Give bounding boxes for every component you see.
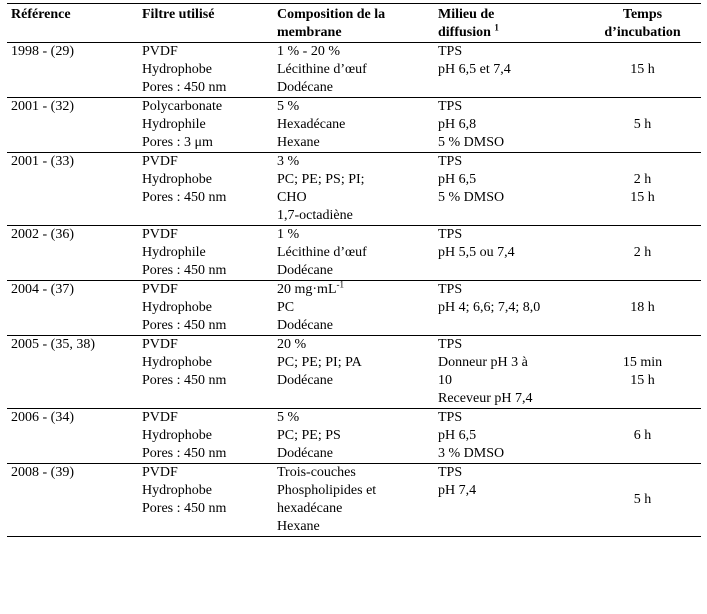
- composition-line: PC; PE; PI; PA: [277, 355, 362, 370]
- filter-line: PVDF: [142, 410, 178, 425]
- table-row: [7, 281, 701, 336]
- reference-line: 2006 - (34): [11, 410, 74, 425]
- filter-line: Pores : 450 nm: [142, 373, 227, 388]
- reference-cell: [7, 43, 138, 98]
- filter-line: Hydrophile: [142, 117, 206, 132]
- filter-cell: [138, 98, 273, 153]
- filter-line: Pores : 450 nm: [142, 501, 227, 516]
- composition-line: 5 %: [277, 99, 300, 114]
- filter-line: Hydrophobe: [142, 300, 212, 315]
- reference-line: 2004 - (37): [11, 282, 74, 297]
- filter-line: Hydrophile: [142, 245, 206, 260]
- filter-line: Pores : 450 nm: [142, 318, 227, 333]
- table-row: [7, 409, 701, 464]
- filter-cell: [138, 336, 273, 409]
- table-row: [7, 98, 701, 153]
- time-cell: [584, 226, 701, 281]
- reference-line: 2005 - (35, 38): [11, 337, 95, 352]
- time-line: 5 h: [633, 117, 652, 132]
- composition-cell: [273, 153, 434, 226]
- medium-line: TPS: [438, 227, 463, 242]
- composition-line: 1 %: [277, 227, 300, 242]
- filter-line: PVDF: [142, 465, 178, 480]
- time-cell: [584, 464, 701, 537]
- time-cell: [584, 409, 701, 464]
- table-row: [7, 43, 701, 98]
- reference-line: 2008 - (39): [11, 465, 74, 480]
- medium-line: TPS: [438, 154, 463, 169]
- time-cell: [584, 43, 701, 98]
- composition-cell: [273, 464, 434, 537]
- unit-exponent: -1: [336, 279, 344, 290]
- composition-line: Lécithine d’œuf: [277, 245, 367, 260]
- reference-line: 1998 - (29): [11, 44, 74, 59]
- time-line: 2 h: [633, 245, 652, 260]
- composition-line: PC; PE; PS; PI;: [277, 172, 365, 187]
- filter-line: Hydrophobe: [142, 62, 212, 77]
- filter-line: Hydrophobe: [142, 172, 212, 187]
- medium-line: TPS: [438, 99, 463, 114]
- composition-line: Dodécane: [277, 446, 333, 461]
- time-line: 15 h: [630, 373, 655, 388]
- composition-line: Dodécane: [277, 318, 333, 333]
- composition-cell: [273, 43, 434, 98]
- composition-cell: [273, 98, 434, 153]
- composition-line: CHO: [277, 190, 307, 205]
- medium-line: pH 4; 6,6; 7,4; 8,0: [438, 300, 541, 315]
- composition-line: Dodécane: [277, 373, 333, 388]
- composition-cell: [273, 226, 434, 281]
- medium-line: 3 % DMSO: [438, 446, 505, 461]
- filter-line: Hydrophobe: [142, 483, 212, 498]
- medium-cell: [434, 226, 584, 281]
- composition-line: Phospholipides et: [277, 483, 377, 498]
- composition-line: 5 %: [277, 410, 300, 425]
- table-body: [7, 43, 701, 537]
- medium-line: Donneur pH 3 à: [438, 355, 528, 370]
- filter-line: Pores : 3 μm: [142, 135, 213, 150]
- composition-line: 20 %: [277, 337, 307, 352]
- medium-cell: [434, 464, 584, 537]
- medium-line: TPS: [438, 282, 463, 297]
- medium-line: pH 6,8: [438, 117, 477, 132]
- composition-line: Trois-couches: [277, 465, 356, 480]
- composition-cell: [273, 336, 434, 409]
- medium-line: pH 6,5: [438, 428, 477, 443]
- medium-cell: [434, 281, 584, 336]
- composition-line: 1 % - 20 %: [277, 44, 340, 59]
- reference-cell: [7, 409, 138, 464]
- reference-cell: [7, 464, 138, 537]
- time-line: 2 h: [633, 172, 652, 187]
- filter-line: PVDF: [142, 227, 178, 242]
- footnote-marker: 1: [494, 22, 499, 33]
- composition-line: 3 %: [277, 154, 300, 169]
- reference-cell: [7, 226, 138, 281]
- medium-cell: [434, 98, 584, 153]
- composition-line: Hexane: [277, 135, 320, 150]
- composition-line: 1,7-octadiène: [277, 208, 353, 223]
- reference-cell: [7, 281, 138, 336]
- reference-line: 2001 - (32): [11, 99, 74, 114]
- filter-line: Pores : 450 nm: [142, 190, 227, 205]
- medium-line: pH 6,5: [438, 172, 477, 187]
- time-cell: [584, 281, 701, 336]
- composition-line: Dodécane: [277, 263, 333, 278]
- filter-cell: [138, 153, 273, 226]
- medium-cell: [434, 409, 584, 464]
- header-medium: Milieu de diffusion $^1$: [434, 4, 584, 43]
- time-line: 6 h: [633, 428, 652, 443]
- filter-line: PVDF: [142, 282, 178, 297]
- medium-line: TPS: [438, 44, 463, 59]
- header-filter: Filtre utilisé: [138, 4, 273, 43]
- time-cell: [584, 336, 701, 409]
- medium-line: pH 7,4: [438, 483, 477, 498]
- reference-line: 2002 - (36): [11, 227, 74, 242]
- filter-line: Polycarbonate: [142, 99, 223, 114]
- reference-cell: [7, 336, 138, 409]
- filter-line: PVDF: [142, 154, 178, 169]
- filter-line: Hydrophobe: [142, 428, 212, 443]
- composition-line: Dodécane: [277, 80, 333, 95]
- table-header-row: [7, 4, 701, 43]
- reference-cell: [7, 153, 138, 226]
- composition-line: 20 $mg\cdot mL^{-1}$: [277, 279, 344, 297]
- medium-cell: [434, 336, 584, 409]
- medium-line: pH 5,5 ou 7,4: [438, 245, 515, 260]
- time-line: 5 h: [633, 492, 652, 507]
- medium-line: TPS: [438, 410, 463, 425]
- filter-line: PVDF: [142, 44, 178, 59]
- composition-line: Hexane: [277, 519, 320, 534]
- filter-cell: [138, 409, 273, 464]
- medium-line: 5 % DMSO: [438, 190, 505, 205]
- time-line: 15 h: [630, 190, 655, 205]
- filter-line: Pores : 450 nm: [142, 80, 227, 95]
- table-row: [7, 226, 701, 281]
- medium-line: 5 % DMSO: [438, 135, 505, 150]
- filter-cell: [138, 281, 273, 336]
- table-row: [7, 464, 701, 537]
- medium-line: TPS: [438, 465, 463, 480]
- composition-line: hexadécane: [277, 501, 343, 516]
- filter-line: Pores : 450 nm: [142, 263, 227, 278]
- medium-line: 10: [438, 373, 452, 388]
- table-row: [7, 336, 701, 409]
- time-line: 18 h: [630, 300, 655, 315]
- header-reference: Référence: [7, 4, 138, 43]
- composition-cell: [273, 281, 434, 336]
- permeability-methods-table: [7, 4, 701, 537]
- medium-cell: [434, 43, 584, 98]
- filter-line: PVDF: [142, 337, 178, 352]
- reference-cell: [7, 98, 138, 153]
- header-composition: Composition de la membrane: [273, 4, 434, 43]
- medium-line: pH 6,5 et 7,4: [438, 62, 511, 77]
- composition-line: PC; PE; PS: [277, 428, 341, 443]
- time-cell: [584, 153, 701, 226]
- composition-cell: [273, 409, 434, 464]
- composition-line: Lécithine d’œuf: [277, 62, 367, 77]
- time-cell: [584, 98, 701, 153]
- filter-line: Hydrophobe: [142, 355, 212, 370]
- reference-line: 2001 - (33): [11, 154, 74, 169]
- composition-line: PC: [277, 300, 295, 315]
- filter-line: Pores : 450 nm: [142, 446, 227, 461]
- filter-cell: [138, 464, 273, 537]
- time-line: 15 min: [622, 355, 663, 370]
- time-line: 15 h: [630, 62, 655, 77]
- medium-line: TPS: [438, 337, 463, 352]
- table-row: [7, 153, 701, 226]
- medium-cell: [434, 153, 584, 226]
- composition-line: Hexadécane: [277, 117, 346, 132]
- header-time: Temps d’incubation: [584, 4, 701, 43]
- medium-line: Receveur pH 7,4: [438, 391, 533, 406]
- filter-cell: [138, 226, 273, 281]
- filter-cell: [138, 43, 273, 98]
